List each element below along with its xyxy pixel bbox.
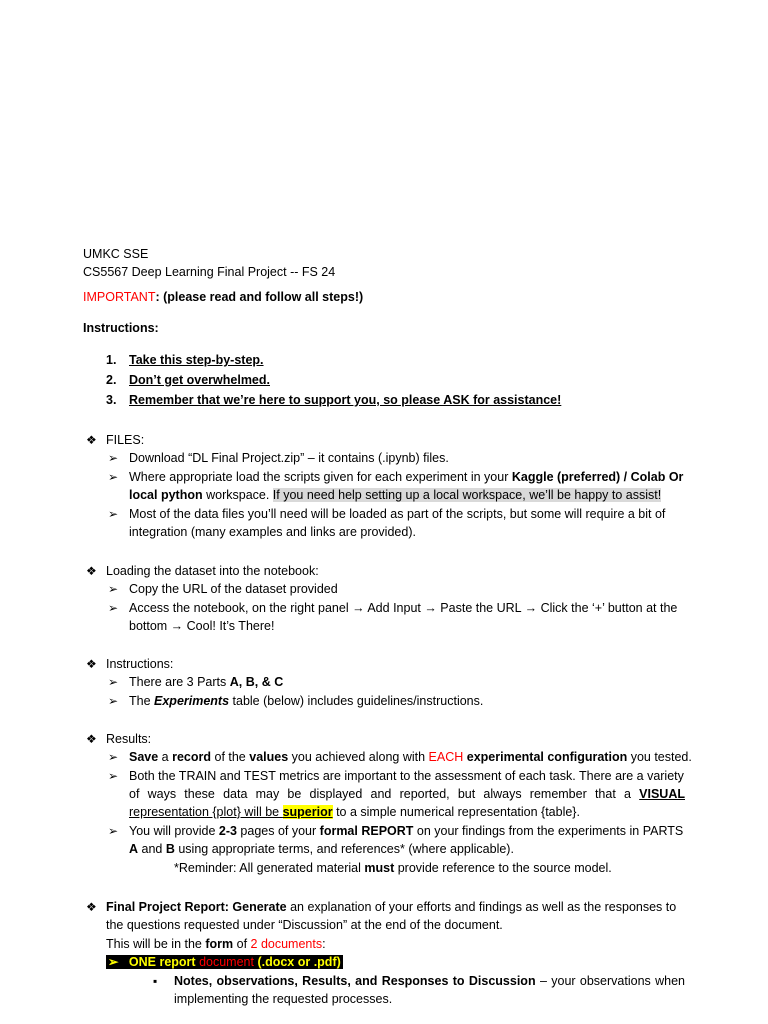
results-bullet-3-line1 (129, 822, 683, 840)
header-course: CS5567 Deep Learning Final Project -- FS 24 (83, 265, 336, 279)
results-bullet-2-line2 (129, 785, 685, 803)
important-text: : (please read and follow all steps!) (155, 290, 364, 304)
results-bullet-2-line3 (129, 803, 580, 821)
loading-bullet-1: Copy the URL of the dataset provided (129, 582, 338, 596)
text-run: – your observations when (535, 974, 686, 988)
text-run: Save (129, 750, 159, 764)
experiments-label: Experiments (154, 694, 230, 708)
final-line3 (106, 935, 326, 953)
instructions-heading: Instructions: (83, 321, 159, 335)
text-run: on your findings from the experiments in PARTS (413, 824, 684, 838)
visual-label: VISUAL (639, 787, 685, 801)
files-bullet-2-line2 (129, 486, 661, 504)
files-bullet-3-line1: Most of the data files you’ll need will be loaded as part of the scripts, but some will require a bit of (129, 507, 666, 521)
text-run: *Reminder: All generated material (174, 861, 365, 875)
text-run: using appropriate terms, and references* (where applicable). (174, 842, 514, 856)
text-run: ONE report (128, 955, 200, 969)
text-run: an explanation of your efforts and findings as well as the responses to (286, 900, 677, 914)
arrow-bullet-icon: ➢ (108, 582, 119, 596)
square-bullet-icon: ▪ (153, 974, 158, 988)
text-run: provide reference to the source model. (394, 861, 612, 875)
important-label: IMPORTANT (83, 290, 156, 304)
instructions2-heading: Instructions: (106, 657, 174, 671)
parts-label: A, B, & C (229, 675, 284, 689)
step-number: 2. (106, 373, 117, 387)
diamond-bullet-icon: ❖ (86, 433, 97, 447)
text-run: There are 3 Parts (129, 675, 230, 689)
files-bullet-1: Download “DL Final Project.zip” – it contains (.ipynb) files. (129, 451, 449, 465)
text-run: of (233, 937, 251, 951)
text-run: (.docx or .pdf) (253, 955, 341, 969)
text-run: record (172, 750, 212, 764)
kaggle-label: Kaggle (preferred) / Colab Or (511, 470, 684, 484)
text-run: you achieved along with (288, 750, 429, 764)
text-run: to a simple numerical representation {table}. (332, 805, 580, 819)
sub-bullet-1-line2: implementing the requested processes. (174, 992, 393, 1006)
arrow-bullet-icon: ➢ (108, 955, 119, 969)
final-title: Final Project Report: Generate (106, 900, 287, 914)
text-run: form (205, 937, 234, 951)
results-heading: Results: (106, 732, 152, 746)
files-heading: FILES: (106, 433, 145, 447)
reminder-note (174, 859, 612, 877)
instructions2-bullet-2 (129, 692, 483, 710)
results-bullet-1 (129, 748, 692, 766)
text-run: pages of your (236, 824, 320, 838)
text-run: representation {plot} will be (129, 805, 283, 819)
files-bullet-3-line2: integration (many examples and links are provided). (129, 525, 416, 539)
step-1 (106, 351, 116, 369)
superior-label: superior (282, 805, 333, 819)
diamond-bullet-icon: ❖ (86, 900, 97, 914)
arrow-bullet-icon: ➢ (108, 507, 119, 521)
text-run: experimental configuration (466, 750, 628, 764)
arrow-bullet-icon: ➢ (108, 601, 119, 615)
arrow-bullet-icon: ➢ (108, 470, 119, 484)
one-report-document-bar (106, 953, 343, 971)
step-3 (106, 391, 116, 409)
arrow-bullet-icon: ➢ (108, 694, 119, 708)
text-run: of ways these data may be displayed and reported, but always remember that a (129, 787, 640, 801)
step-1-text: Take this step-by-step. (129, 353, 264, 367)
text-run: You will provide (129, 824, 219, 838)
step-3-text: Remember that we’re here to support you, so please ASK for assistance! (129, 393, 562, 407)
loading-bullet-2-line1: Access the notebook, on the right panel → Add Input → Paste the URL → Click the ‘+’ button at the (129, 601, 678, 615)
text-run: Notes, observations, Results, and Responses to Discussion (174, 974, 536, 988)
text-run: A (129, 842, 139, 856)
arrow-bullet-icon: ➢ (108, 451, 119, 465)
text-run: 2-3 (218, 824, 237, 838)
diamond-bullet-icon: ❖ (86, 564, 97, 578)
instructions2-bullet-1 (129, 673, 283, 691)
header-org: UMKC SSE (83, 247, 149, 261)
text-run: values (249, 750, 289, 764)
results-bullet-3-line2 (129, 840, 514, 858)
text-run: workspace. (202, 488, 273, 502)
arrow-bullet-icon: ➢ (108, 750, 119, 764)
text-run: formal REPORT (319, 824, 414, 838)
diamond-bullet-icon: ❖ (86, 732, 97, 746)
text-run: B (165, 842, 175, 856)
text-run: 2 documents (250, 937, 323, 951)
arrow-bullet-icon: ➢ (108, 824, 119, 838)
final-line1 (106, 898, 676, 916)
arrow-bullet-icon: ➢ (108, 675, 119, 689)
help-note: If you need help setting up a local workspace, we’ll be happy to assist! (272, 488, 662, 502)
final-line2: the questions requested under “Discussion” at the end of the document. (106, 918, 503, 932)
text-run: This will be in the (106, 937, 206, 951)
text-run: must (364, 861, 395, 875)
text-run: : (322, 937, 326, 951)
text-run: Where appropriate load the scripts given for each experiment in your (129, 470, 512, 484)
loading-heading: Loading the dataset into the notebook: (106, 564, 319, 578)
text-run: EACH (428, 750, 464, 764)
step-number: 1. (106, 353, 117, 367)
files-bullet-2-line1 (129, 468, 683, 486)
text-run: table (below) includes guidelines/instructions. (229, 694, 484, 708)
text-run: document (199, 955, 254, 969)
local-python-label: local python (129, 488, 203, 502)
text-run: you tested. (627, 750, 692, 764)
step-2 (106, 371, 116, 389)
text-run: of the (211, 750, 250, 764)
arrow-bullet-icon: ➢ (108, 769, 119, 783)
loading-bullet-2-line2: bottom → Cool! It’s There! (129, 619, 275, 633)
results-bullet-2-line1: Both the TRAIN and TEST metrics are important to the assessment of each task. There are a variety (129, 769, 684, 783)
important-line (83, 288, 363, 306)
step-number: 3. (106, 393, 117, 407)
text-run: a (158, 750, 173, 764)
text-run: The (129, 694, 155, 708)
text-run: and (138, 842, 166, 856)
sub-bullet-1-line1 (174, 972, 685, 990)
diamond-bullet-icon: ❖ (86, 657, 97, 671)
step-2-text: Don’t get overwhelmed. (129, 373, 270, 387)
